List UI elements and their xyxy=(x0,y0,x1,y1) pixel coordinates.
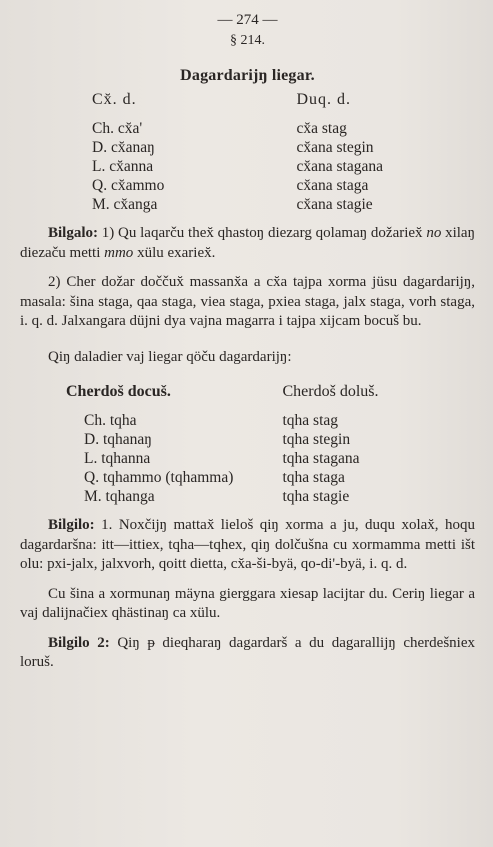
table-row: Ch. cx̆a' xyxy=(92,120,143,137)
table-row: tqha stag xyxy=(282,412,339,429)
table-row: cx̆a stag xyxy=(296,120,347,137)
table-row: tqha stegin xyxy=(282,431,351,448)
note-text: 1. Noxčijŋ mattax̆ lieloš qiŋ xorma a ju, duqu xolax̆, hoqu dagardaršna: itt—ittiex, tqha—tqhex, qiŋ dolčušna cu xormamma metti išt olu: pxi-jalx, jalxvorh, qoitt dietta, cx̆a-ši-byä, qo-di'-byä, i. q. d. xyxy=(20,517,475,572)
table-row: L. cx̆anna xyxy=(92,158,154,175)
section-number: § 214. xyxy=(230,33,265,48)
note-2 xyxy=(20,273,475,332)
left-header: Cherdoš docuš. xyxy=(66,383,171,400)
table-row: cx̆ana staga xyxy=(296,177,369,194)
paradigm-table-2 xyxy=(20,383,475,506)
table-row: cx̆ana stagie xyxy=(296,196,373,213)
singular-header: Cx̆. d. xyxy=(92,91,137,108)
note-text: Cu šina a xormunaŋ mäyna gierggara xiesap lacijtar du. Ceriŋ liegar a vaj dalijnačiex qhästinaŋ ca xülu. xyxy=(20,585,475,621)
right-header: Cherdoš doluš. xyxy=(282,383,379,400)
table-row: Q. cx̆ammo xyxy=(92,177,165,194)
table-row: D. cx̆anaŋ xyxy=(92,139,155,156)
note-label: Bilgilo: xyxy=(48,517,95,533)
table-row: Ch. tqha xyxy=(84,412,137,429)
table-row: cx̆ana stagana xyxy=(296,158,383,175)
intro-paragraph xyxy=(20,348,475,368)
note-3 xyxy=(20,516,475,575)
note-5 xyxy=(20,634,475,673)
right-column xyxy=(259,383,476,506)
dual-header: Duq. d. xyxy=(296,91,352,108)
paradigm-table-1 xyxy=(20,91,475,214)
table-row: tqha stagie xyxy=(282,488,350,505)
table-row: tqha stagana xyxy=(282,450,360,467)
table-row: Q. tqhammo (tqhamma) xyxy=(84,469,234,486)
note-label: Bilgilo 2: xyxy=(48,634,110,651)
intro-text: Qiŋ daladier vaj liegar qöču dagardarijŋ: xyxy=(48,348,292,365)
table-row: D. tqhanaŋ xyxy=(84,431,152,448)
table-row: cx̆ana stegin xyxy=(296,139,374,156)
note-italic: no xyxy=(426,225,442,241)
note-1 xyxy=(20,224,475,263)
note-italic: mmo xyxy=(104,244,134,261)
table-row: M. cx̆anga xyxy=(92,196,158,213)
table-row: L. tqhanna xyxy=(84,450,151,467)
note-text: 1) Qu laqarču thex̆ qhastoŋ diezarg qolamaŋ dožariex̆ xyxy=(98,225,427,241)
table-row: M. tqhanga xyxy=(84,488,155,505)
note-text: 2) Cher dožar doččux̆ massanx̆a a cx̆a tajpa xorma jüsu dagardarijŋ, masala: šina staga, qaa staga, viea staga, pxiea staga, jalx staga, vorh staga, i. q. d. Jalxangara düjni dya vajna magarra i tajpa xijcam bocuš bu. xyxy=(20,274,475,329)
page-number: — 274 — xyxy=(217,12,278,28)
dual-column xyxy=(271,91,476,214)
note-text: xülu exariex̆. xyxy=(133,244,216,261)
note-label: Bilgalo: xyxy=(48,225,99,241)
singular-column xyxy=(20,91,271,214)
note-4 xyxy=(20,585,475,624)
left-column xyxy=(20,383,259,506)
note-text: xilaŋ diezaču metti xyxy=(20,225,475,261)
table-row: tqha staga xyxy=(282,469,345,486)
page-title: Dagardarijŋ liegar. xyxy=(180,67,315,84)
note-text: Qiŋ ᵽ dieqharaŋ dagardarš a du dagarallijŋ cherdešniex loruš. xyxy=(20,634,475,670)
